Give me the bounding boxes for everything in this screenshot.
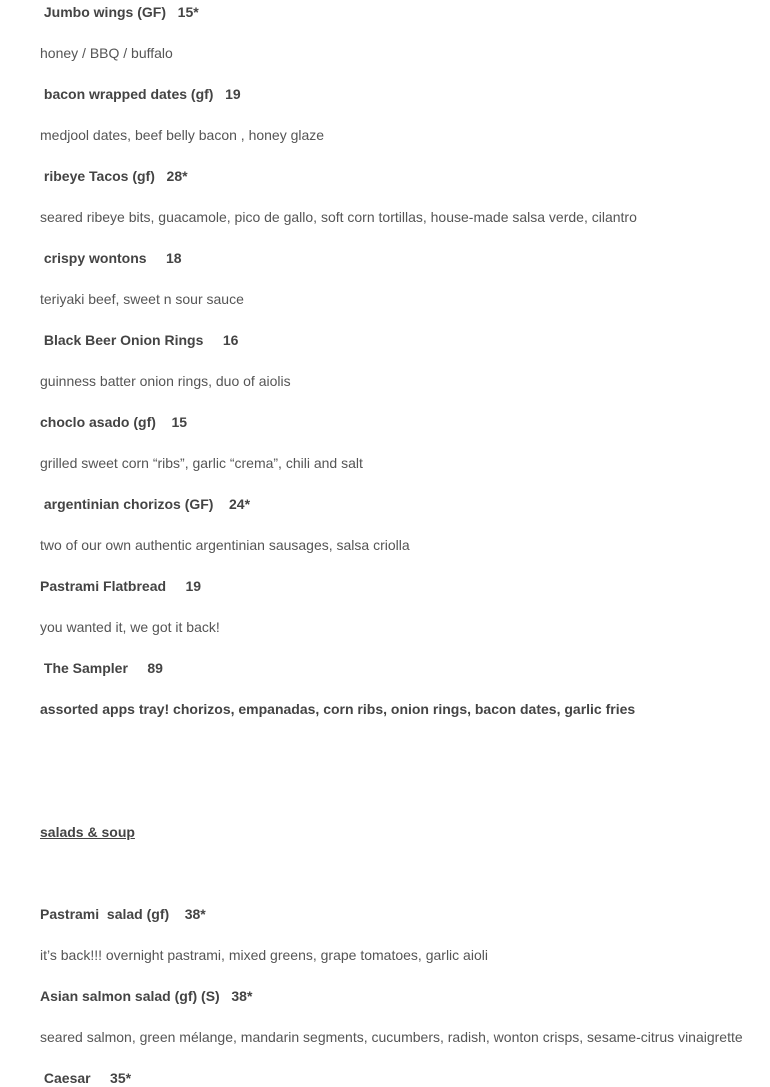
menu-item-description: teriyaki beef, sweet n sour sauce: [40, 291, 244, 307]
menu-item-title: Pastrami Flatbread 19: [40, 578, 202, 594]
menu-item-description: assorted apps tray! chorizos, empanadas, corn ribs, onion rings, bacon dates, garlic fries: [40, 701, 636, 717]
section-heading: salads & soup: [40, 824, 135, 840]
menu-item-title: Black Beer Onion Rings 16: [40, 332, 239, 348]
menu-item-description: guinness batter onion rings, duo of aiolis: [40, 373, 291, 389]
menu-item-description: seared ribeye bits, guacamole, pico de gallo, soft corn tortillas, house-made salsa verde, cilantro: [40, 209, 637, 225]
menu-item-title: choclo asado (gf) 15: [40, 414, 188, 430]
menu-item-description: seared salmon, green mélange, mandarin segments, cucumbers, radish, wonton crisps, sesame-citrus vinaigrette: [40, 1029, 743, 1045]
menu-item-title: bacon wrapped dates (gf) 19: [40, 86, 241, 102]
menu-item-title: crispy wontons 18: [40, 250, 182, 266]
menu-item-title: argentinian chorizos (GF) 24*: [40, 496, 251, 512]
menu-item-description: you wanted it, we got it back!: [40, 619, 220, 635]
menu-item-title: ribeye Tacos (gf) 28*: [40, 168, 188, 184]
menu-item-title: Asian salmon salad (gf) (S) 38*: [40, 988, 253, 1004]
menu-item-title: The Sampler 89: [40, 660, 163, 676]
menu-item-title: Caesar 35*: [40, 1070, 132, 1086]
menu-item-title: Pastrami salad (gf) 38*: [40, 906, 206, 922]
menu-item-title: Jumbo wings (GF) 15*: [40, 4, 199, 20]
menu-item-description: honey / BBQ / buffalo: [40, 45, 173, 61]
menu-item-description: grilled sweet corn “ribs”, garlic “crema”, chili and salt: [40, 455, 363, 471]
menu-item-description: medjool dates, beef belly bacon , honey glaze: [40, 127, 325, 143]
menu-item-description: two of our own authentic argentinian sausages, salsa criolla: [40, 537, 410, 553]
menu-item-description: it’s back!!! overnight pastrami, mixed greens, grape tomatoes, garlic aioli: [40, 947, 488, 963]
